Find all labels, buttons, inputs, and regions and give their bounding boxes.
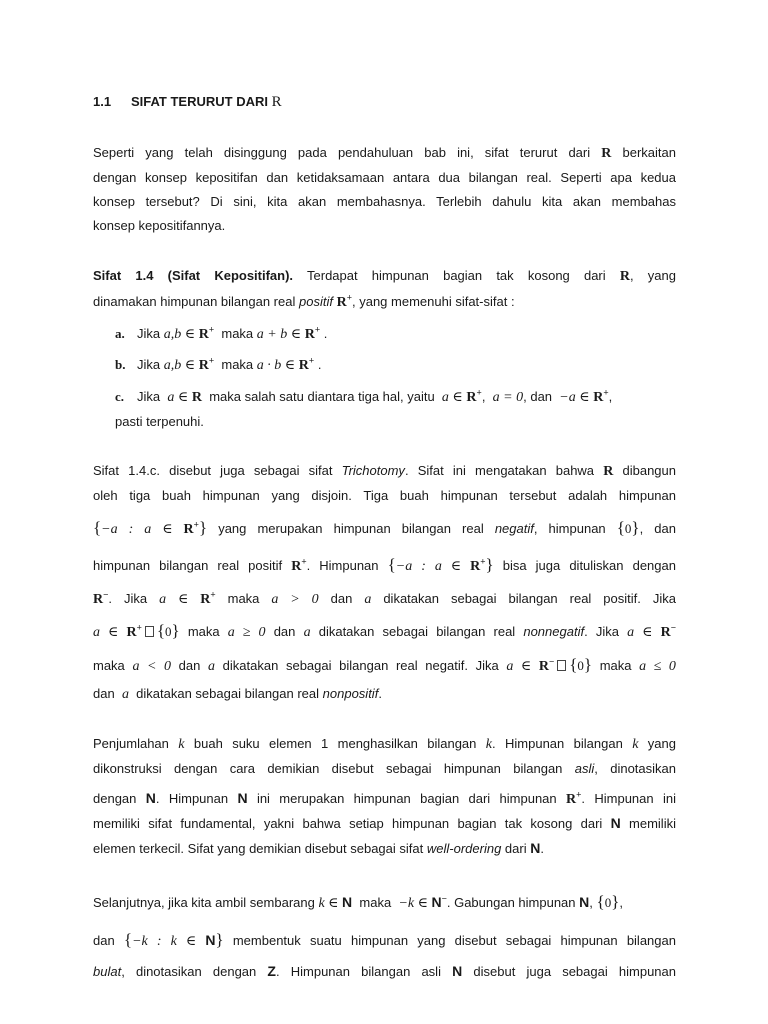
paragraph-5-line-1: Selanjutnya, jika kita ambil sembarang k ∈ N maka −k ∈ N−. Gabungan himpunan N, {0}, bbox=[93, 892, 623, 911]
sifat-1-4-line-1: Sifat 1.4 (Sifat Kepositifan). Terdapat himpunan bagian tak kosong dari R, yang bbox=[93, 268, 676, 284]
paragraph-3-line-8: dan a dikatakan sebagai bilangan real nonpositif. bbox=[93, 686, 382, 702]
section-heading bbox=[93, 94, 282, 111]
sifat-item-b: b. Jika a,b ∈ R+ maka a · b ∈ R+ . bbox=[115, 355, 322, 373]
sifat-1-4-title: Sifat 1.4 (Sifat Kepositifan). bbox=[93, 268, 294, 283]
paragraph-1-line-3: konsep tersebut? Di sini, kita akan membahasnya. Terlebih dahulu kita akan membahas bbox=[93, 194, 676, 209]
section-number: 1.1 bbox=[93, 94, 112, 109]
paragraph-1-line-1: Seperti yang telah disinggung pada pendahuluan bab ini, sifat terurut dari R berkaitan bbox=[93, 145, 676, 161]
paragraph-3-line-6: a ∈ R+ {0} maka a ≥ 0 dan a dikatakan sebagai bilangan real nonnegatif. Jika a ∈ R− bbox=[93, 621, 676, 640]
paragraph-3-line-1: Sifat 1.4.c. disebut juga sebagai sifat Trichotomy. Sifat ini mengatakan bahwa R dibangun bbox=[93, 463, 676, 479]
paragraph-3-line-3: {−a : a ∈ R+} yang merupakan himpunan bilangan real negatif, himpunan {0}, dan bbox=[93, 518, 676, 537]
sifat-item-a: a. Jika a,b ∈ R+ maka a + b ∈ R+ . bbox=[115, 324, 328, 342]
sifat-1-4-line-2: dinamakan himpunan bilangan real positif R+, yang memenuhi sifat-sifat : bbox=[93, 292, 515, 310]
paragraph-4-line-4: memiliki sifat fundamental, yakni bahwa setiap himpunan bagian tak kosong dari N memiliki bbox=[93, 815, 676, 831]
paragraph-1-line-2: dengan konsep kepositifan dan ketidaksamaan antara dua bilangan real. Seperti apa kedua bbox=[93, 170, 676, 185]
paragraph-3-line-7: maka a < 0 dan a dikatakan sebagai bilangan real negatif. Jika a ∈ R− {0} maka a ≤ 0 bbox=[93, 655, 676, 674]
paragraph-4-line-3: dengan N. Himpunan N ini merupakan himpunan bagian dari himpunan R+. Himpunan ini bbox=[93, 789, 676, 807]
paragraph-5-line-3: bulat, dinotasikan dengan Z. Himpunan bilangan asli N disebut juga sebagai himpunan bbox=[93, 963, 676, 979]
paragraph-4-line-5: elemen terkecil. Sifat yang demikian disebut sebagai sifat well-ordering dari N. bbox=[93, 840, 544, 856]
paragraph-4-line-2: dikonstruksi dengan cara demikian disebut sebagai himpunan bilangan asli, dinotasikan bbox=[93, 761, 676, 776]
paragraph-3-line-5: R−. Jika a ∈ R+ maka a > 0 dan a dikatakan sebagai bilangan real positif. Jika bbox=[93, 589, 676, 607]
paragraph-5-line-2: dan {−k : k ∈ N} membentuk suatu himpunan yang disebut sebagai himpunan bilangan bbox=[93, 930, 676, 949]
sifat-item-c-line-2: pasti terpenuhi. bbox=[115, 414, 204, 429]
section-title: SIFAT TERURUT DARI bbox=[131, 94, 268, 109]
paragraph-3-line-2: oleh tiga buah himpunan yang disjoin. Tiga buah himpunan tersebut adalah himpunan bbox=[93, 488, 676, 503]
paragraph-3-line-4: himpunan bilangan real positif R+. Himpunan {−a : a ∈ R+} bisa juga dituliskan dengan bbox=[93, 555, 676, 574]
paragraph-1-line-4: konsep kepositifannya. bbox=[93, 218, 226, 233]
real-set-symbol: R bbox=[271, 94, 282, 110]
sifat-item-c: c. Jika a ∈ R maka salah satu diantara tiga hal, yaitu a ∈ R+, a = 0, dan −a ∈ R+, bbox=[115, 387, 613, 405]
paragraph-4-line-1: Penjumlahan k buah suku elemen 1 menghasilkan bilangan k. Himpunan bilangan k yang bbox=[93, 736, 676, 752]
